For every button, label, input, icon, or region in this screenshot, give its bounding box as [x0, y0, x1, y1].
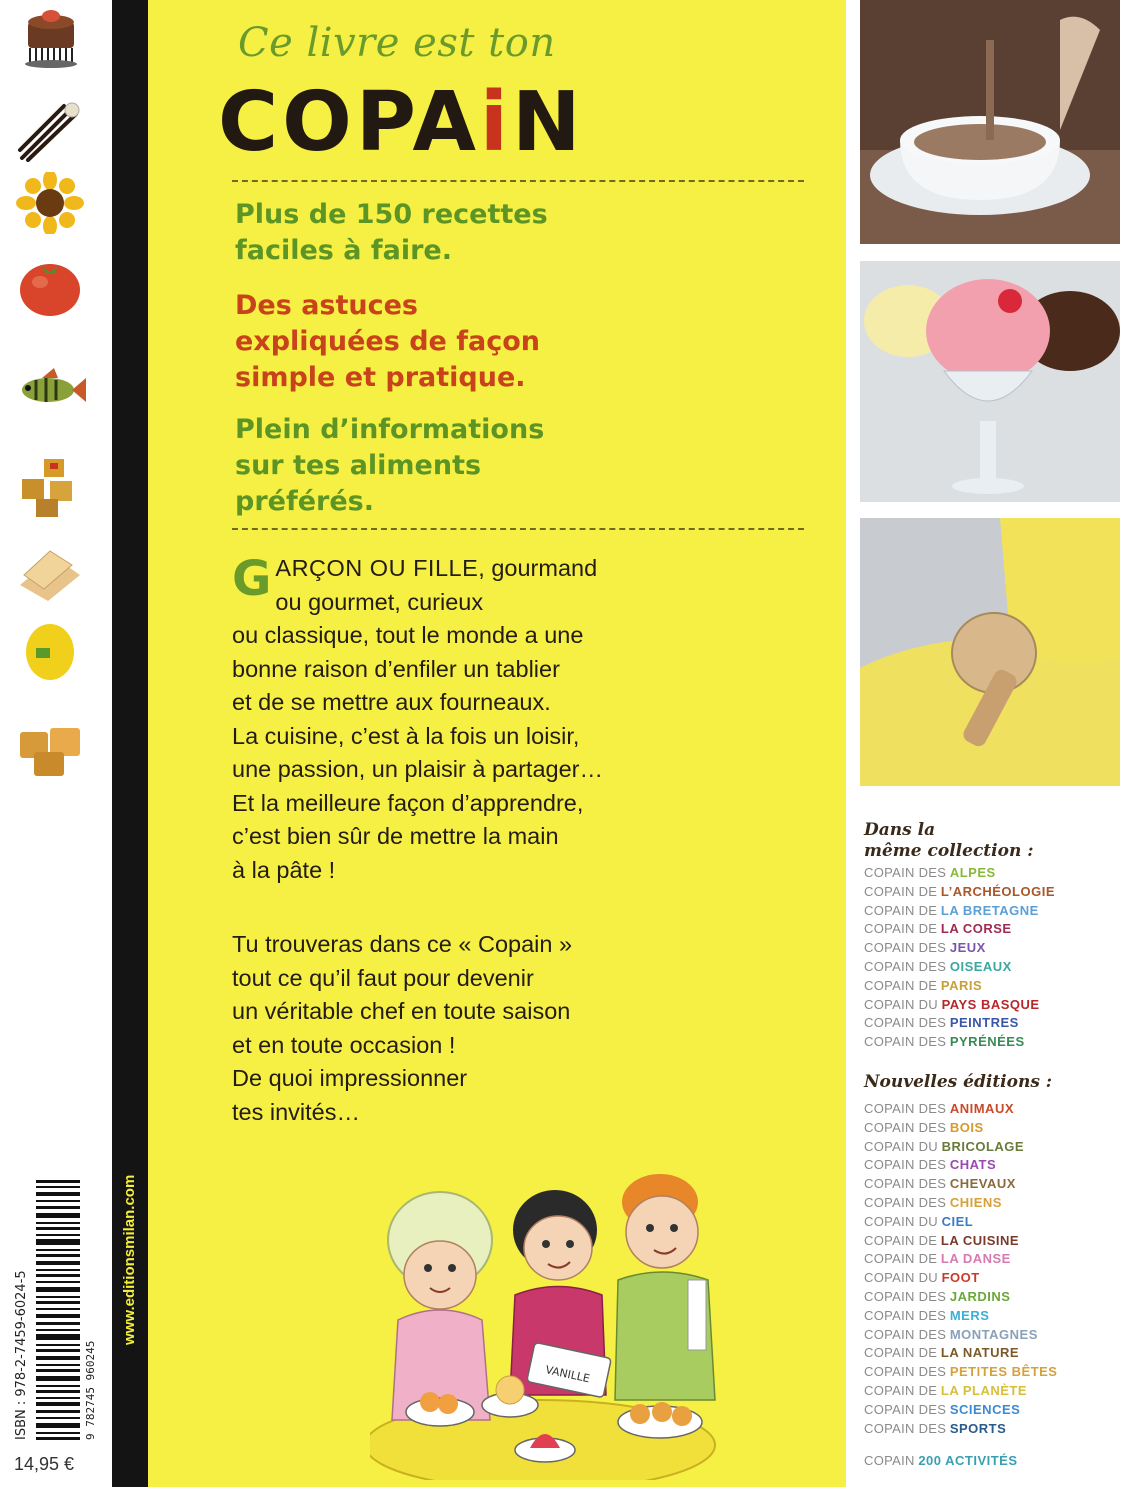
- feature-tips: [235, 288, 540, 396]
- list-item[interactable]: COPAIN DU BRICOLAGE: [864, 1138, 1025, 1154]
- isbn-text: ISBN : 978-2-7459-6024-5: [14, 1270, 29, 1440]
- isbn-block: [14, 1170, 109, 1460]
- list-item[interactable]: COPAIN DES CHIENS: [864, 1194, 1002, 1210]
- price: 14,95 €: [14, 1454, 75, 1474]
- paragraph-line: et de se mettre aux fourneaux.: [232, 689, 551, 715]
- list-item[interactable]: COPAIN DE LA NATURE: [864, 1345, 1020, 1361]
- list-item[interactable]: COPAIN DE LA CUISINE: [864, 1232, 1020, 1248]
- list-item[interactable]: COPAIN DE LA CORSE: [864, 921, 1012, 937]
- lemon-icon: [14, 620, 86, 682]
- kids-cooking-illustration: [370, 1150, 730, 1480]
- heading-line: même collection :: [864, 841, 1034, 861]
- title-main-a: COPA: [218, 75, 480, 170]
- fish-icon: [14, 360, 86, 422]
- left-image-strip: [0, 0, 112, 1487]
- paragraph-line: une passion, un plaisir à partager…: [232, 756, 603, 782]
- paragraph-line: à la pâte !: [232, 856, 336, 883]
- list-item[interactable]: COPAIN DU CIEL: [864, 1213, 974, 1229]
- right-column: [846, 0, 1125, 1487]
- title-main-i: i: [479, 75, 513, 170]
- feature-line: simple et pratique.: [235, 362, 526, 393]
- paragraph-line: ou gourmet, curieux: [275, 588, 484, 615]
- publisher-website[interactable]: www.editionsmilan.com: [121, 1175, 138, 1346]
- list-item[interactable]: COPAIN DES ANIMAUX: [864, 1101, 1015, 1116]
- feature-line: Plus de 150 recettes: [235, 199, 548, 230]
- new-editions-list: [864, 1100, 1124, 1438]
- barcode-digits: 9 782745 960245: [84, 1340, 97, 1440]
- title-script: Ce livre est ton: [238, 20, 556, 66]
- list-item[interactable]: COPAIN DES SPORTS: [864, 1420, 1007, 1436]
- new-editions-heading: Nouvelles éditions :: [864, 1072, 1053, 1092]
- list-item[interactable]: COPAIN DE PARIS: [864, 977, 983, 993]
- list-item[interactable]: COPAIN DE LA DANSE: [864, 1251, 1011, 1267]
- paragraph-line: , gourmand: [478, 555, 598, 581]
- ice-cream-photo: [860, 261, 1120, 502]
- list-item[interactable]: COPAIN DU FOOT: [864, 1270, 980, 1286]
- feature-line: expliquées de façon: [235, 326, 540, 357]
- heading-line: Dans la: [864, 820, 936, 840]
- list-item[interactable]: COPAIN DES MONTAGNES: [864, 1326, 1038, 1342]
- divider-middle: [232, 528, 804, 530]
- list-item[interactable]: COPAIN DES JARDINS: [864, 1288, 1011, 1304]
- intro-paragraph: [232, 552, 822, 887]
- black-spine-band: [112, 0, 148, 1487]
- list-item[interactable]: COPAIN DES OISEAUX: [864, 958, 1012, 974]
- paragraph-line: Et la meilleure façon d’apprendre,: [232, 789, 584, 816]
- list-item[interactable]: COPAIN DES PYRÉNÉES: [864, 1034, 1025, 1050]
- list-item[interactable]: COPAIN DE L’ARCHÉOLOGIE: [864, 883, 1055, 899]
- cubes-icon: [14, 455, 86, 517]
- list-item[interactable]: COPAIN DE LA BRETAGNE: [864, 902, 1039, 918]
- feature-info: [235, 412, 544, 520]
- list-item[interactable]: COPAIN DES BOIS: [864, 1119, 984, 1135]
- caramel-icon: [14, 718, 86, 780]
- sunflower-icon: [14, 172, 86, 234]
- paragraph-line: Tu trouveras dans ce « Copain »: [232, 931, 573, 957]
- paragraph-line: De quoi impressionner: [232, 1065, 468, 1091]
- crepes-icon: [14, 545, 86, 607]
- paragraph-line: tes invités…: [232, 1098, 360, 1125]
- list-item[interactable]: COPAIN DU PAYS BASQUE: [864, 996, 1040, 1012]
- intro-smallcaps: ARÇON OU FILLE: [275, 555, 479, 581]
- paragraph-line: et en toute occasion !: [232, 1031, 456, 1058]
- feature-line: Plein d’informations: [235, 414, 545, 445]
- barcode-icon: [36, 1180, 80, 1440]
- activities-list: [864, 1452, 1124, 1471]
- feature-line: préférés.: [235, 486, 374, 517]
- feature-line: Des astuces: [235, 290, 419, 321]
- cake-icon: [14, 8, 86, 70]
- title-main: [218, 75, 585, 170]
- list-item[interactable]: COPAIN DES ALPES: [864, 865, 996, 880]
- second-paragraph: [232, 928, 822, 1129]
- rolling-pin-photo: [860, 518, 1120, 786]
- same-collection-heading: [864, 820, 1034, 862]
- title-main-b: N: [512, 75, 585, 170]
- list-item[interactable]: COPAIN DES CHEVAUX: [864, 1176, 1016, 1192]
- list-item[interactable]: COPAIN DES SCIENCES: [864, 1401, 1021, 1417]
- list-item[interactable]: COPAIN DES PEINTRES: [864, 1015, 1019, 1031]
- tomato-icon: [14, 256, 86, 318]
- feature-line: faciles à faire.: [235, 235, 452, 266]
- paragraph-line: La cuisine, c’est à la fois un loisir,: [232, 722, 580, 749]
- paragraph-line: c’est bien sûr de mettre la main: [232, 823, 559, 849]
- vanilla-icon: [14, 100, 86, 162]
- dropcap: G: [232, 551, 272, 607]
- divider-top: [232, 180, 804, 182]
- paragraph-line: tout ce qu’il faut pour devenir: [232, 964, 534, 991]
- paragraph-line: ou classique, tout le monde a une: [232, 622, 584, 648]
- paragraph-line: un véritable chef en toute saison: [232, 998, 571, 1024]
- list-item[interactable]: COPAIN DE LA PLANÈTE: [864, 1382, 1028, 1398]
- list-item[interactable]: COPAIN DES PETITES BÊTES: [864, 1364, 1058, 1380]
- paragraph-line: bonne raison d’enfiler un tablier: [232, 655, 560, 682]
- vanilla-label: VANILLE: [544, 1363, 591, 1386]
- list-item[interactable]: COPAIN DES JEUX: [864, 940, 986, 956]
- hot-chocolate-photo: [860, 0, 1120, 244]
- feature-recipes: [235, 197, 548, 269]
- feature-line: sur tes aliments: [235, 450, 482, 481]
- list-item[interactable]: COPAIN 200 ACTIVITÉS: [864, 1453, 1018, 1468]
- same-collection-list: [864, 864, 1124, 1052]
- list-item[interactable]: COPAIN DES CHATS: [864, 1157, 997, 1173]
- list-item[interactable]: COPAIN DES MERS: [864, 1307, 990, 1323]
